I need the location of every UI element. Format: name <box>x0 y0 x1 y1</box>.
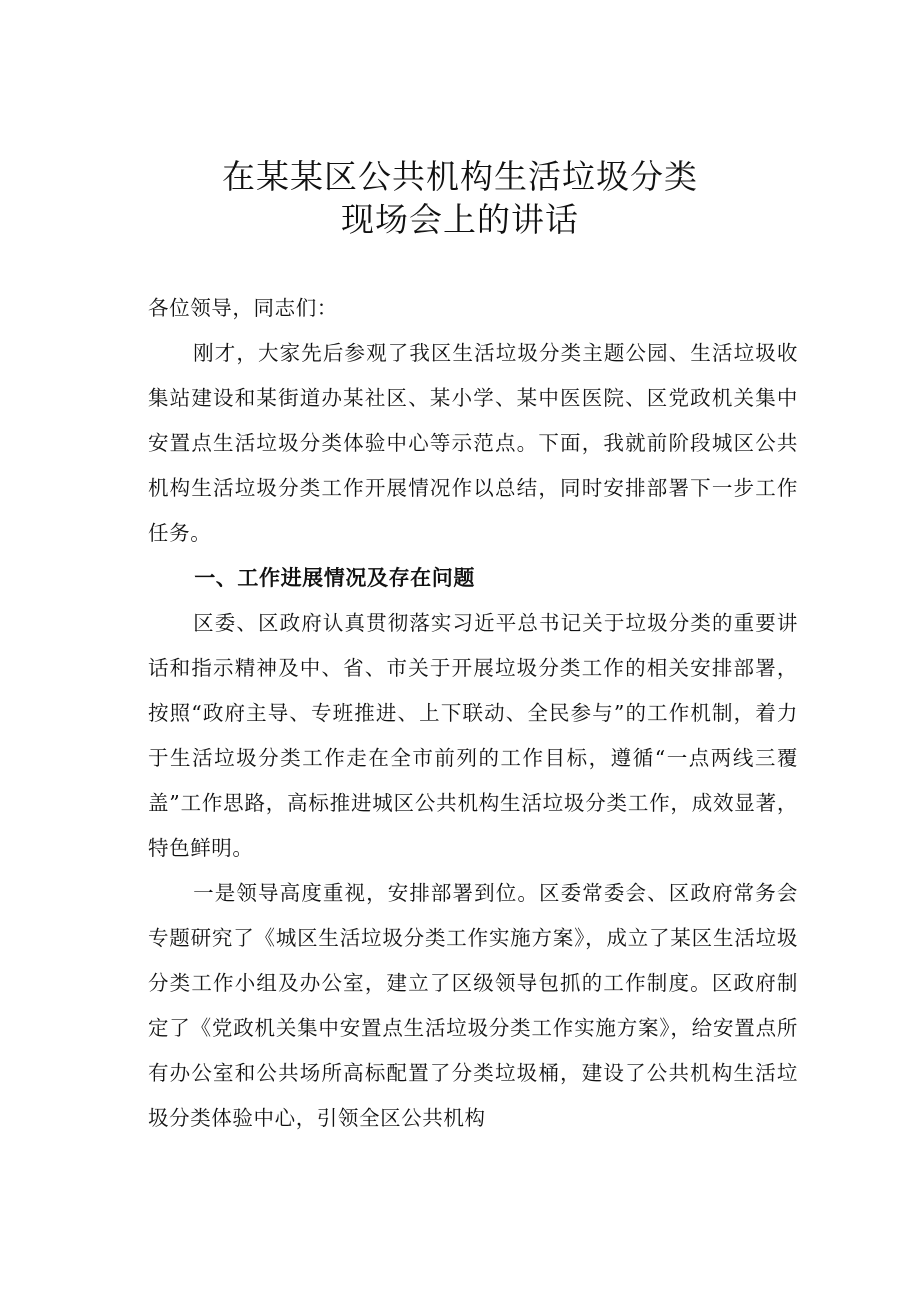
paragraph-leadership: 一是领导高度重视，安排部署到位。区委常委会、区政府常务会专题研究了《城区生活垃圾分类工作实施方案》，成立了某区生活垃圾分类工作小组及办公室，建立了区级领导包抓的工作制度。区政府制定了《党政机关集中安置点生活垃圾分类工作实施方案》，给安置点所有办公室和公共场所高标配置了分类垃圾桶，建设了公共机构生活垃圾分类体验中心，引领全区公共机构 <box>148 881 798 1130</box>
document-title-line-2: 现场会上的讲话 <box>341 200 579 239</box>
document-body <box>148 286 798 1141</box>
paragraph-intro: 刚才，大家先后参观了我区生活垃圾分类主题公园、生活垃圾收集站建设和某街道办某社区、某小学、某中医医院、区党政机关集中安置点生活垃圾分类体验中心等示范点。下面，我就前阶段城区公共机构生活垃圾分类工作开展情况作以总结，同时安排部署下一步工作任务。 <box>148 341 798 545</box>
paragraph-overview: 区委、区政府认真贯彻落实习近平总书记关于垃圾分类的重要讲话和指示精神及中、省、市关于开展垃圾分类工作的相关安排部署，按照“政府主导、专班推进、上下联动、全民参与”的工作机制，着力于生活垃圾分类工作走在全市前列的工作目标，遵循“一点两线三覆盖”工作思路，高标推进城区公共机构生活垃圾分类工作，成效显著，特色鲜明。 <box>148 611 798 860</box>
greeting: 各位领导，同志们： <box>148 296 338 320</box>
section-heading-1: 一、工作进展情况及存在问题 <box>194 566 475 590</box>
document-title-line-1: 在某某区公共机构生活垃圾分类 <box>222 157 698 196</box>
